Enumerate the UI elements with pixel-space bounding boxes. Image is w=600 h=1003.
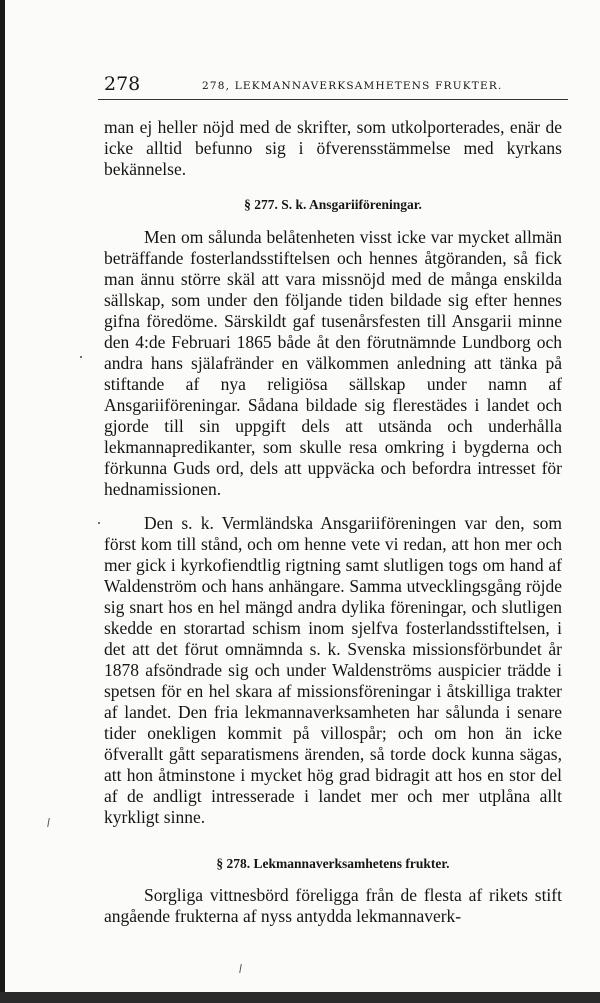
scan-speck xyxy=(47,818,50,827)
scan-speck xyxy=(80,356,82,358)
scan-left-edge xyxy=(0,0,5,1003)
paragraph-continuation: man ej heller nöjd med de skrifter, som utkolporterades, enär de icke alltid befunno sig i öfverensstämmelse med kyrkans bekännelse. xyxy=(104,117,562,179)
header-rule xyxy=(98,99,568,100)
section-heading-277: § 277. S. k. Ansgariiföreningar. xyxy=(244,197,422,212)
running-head: 278, LEKMANNAVERKSAMHETENS FRUKTER. xyxy=(202,80,503,92)
section-heading-278: § 278. Lekmannaverksamhetens frukter. xyxy=(216,856,450,871)
scan-bottom-edge xyxy=(0,992,600,1003)
scan-speck xyxy=(239,964,242,973)
paragraph-vermlandska: Den s. k. Vermländska Ansgariiföreningen var den, som först kom till stånd, och om henne vete vi redan, att hon mer och mer gick i kyrkofiendtlig rigtning samt slutligen togs om hand af Waldenström och hans anhängare. Samma utvecklingsgång röjde sig snart hos en hel mängd andra dylika föreningar, och slutligen skedde en storartad schism inom sjelfva fosterlandsstiftelsen, i det att det förut omnämnda s. k. Svenska missionsförbundet år 1878 afsöndrade sig och under Waldenströms auspicier trädde i spetsen för en hel skara af missionsföreningar i åtskilliga trakter af landet. Den fria lekmannaverksamheten har sålunda i senare tider onekligen kommit på villospår; och om hon än icke öfverallt gått separatismens ärenden, så torde dock kunna sägas, att hon åtminstone i mycket hög grad bidragit att hos en stor del af de andligt intresserade i landet mer och mer utplåna allt kyrkligt sinne. xyxy=(104,513,562,827)
paragraph-frukter: Sorgliga vittnesbörd föreligga från de flesta af rikets stift angående frukterna af nyss antydda lekmannaverk- xyxy=(104,885,562,926)
paragraph-ansgarii: Men om sålunda belåtenheten visst icke var mycket allmän beträffande fosterlandsstiftelsen och hennes åtgöranden, så fick man ännu större skäl att vara missnöjd med de många enskilda sällskap, som under den följande tiden bildade sig efter hennes gifna föredöme. Särskildt gaf tusenårsfesten till Ansgarii minne den 4:de Februari 1865 både åt den förutnämnde Lundborg och andra hans själafränder en välkommen anledning att tänka på stiftande af nya religiösa sällskap under namn af Ansgariiföreningar. Sådana bildade sig flerestädes i landet och gjorde till sin uppgift dels att utsända och underhålla lekmannapredikanter, som skulle resa omkring i bygderna och förkunna Guds ord, dels att uppväcka och befordra intresset för hednamissionen. xyxy=(104,227,562,499)
page-number: 278 xyxy=(104,73,141,95)
scan-speck xyxy=(98,522,100,524)
